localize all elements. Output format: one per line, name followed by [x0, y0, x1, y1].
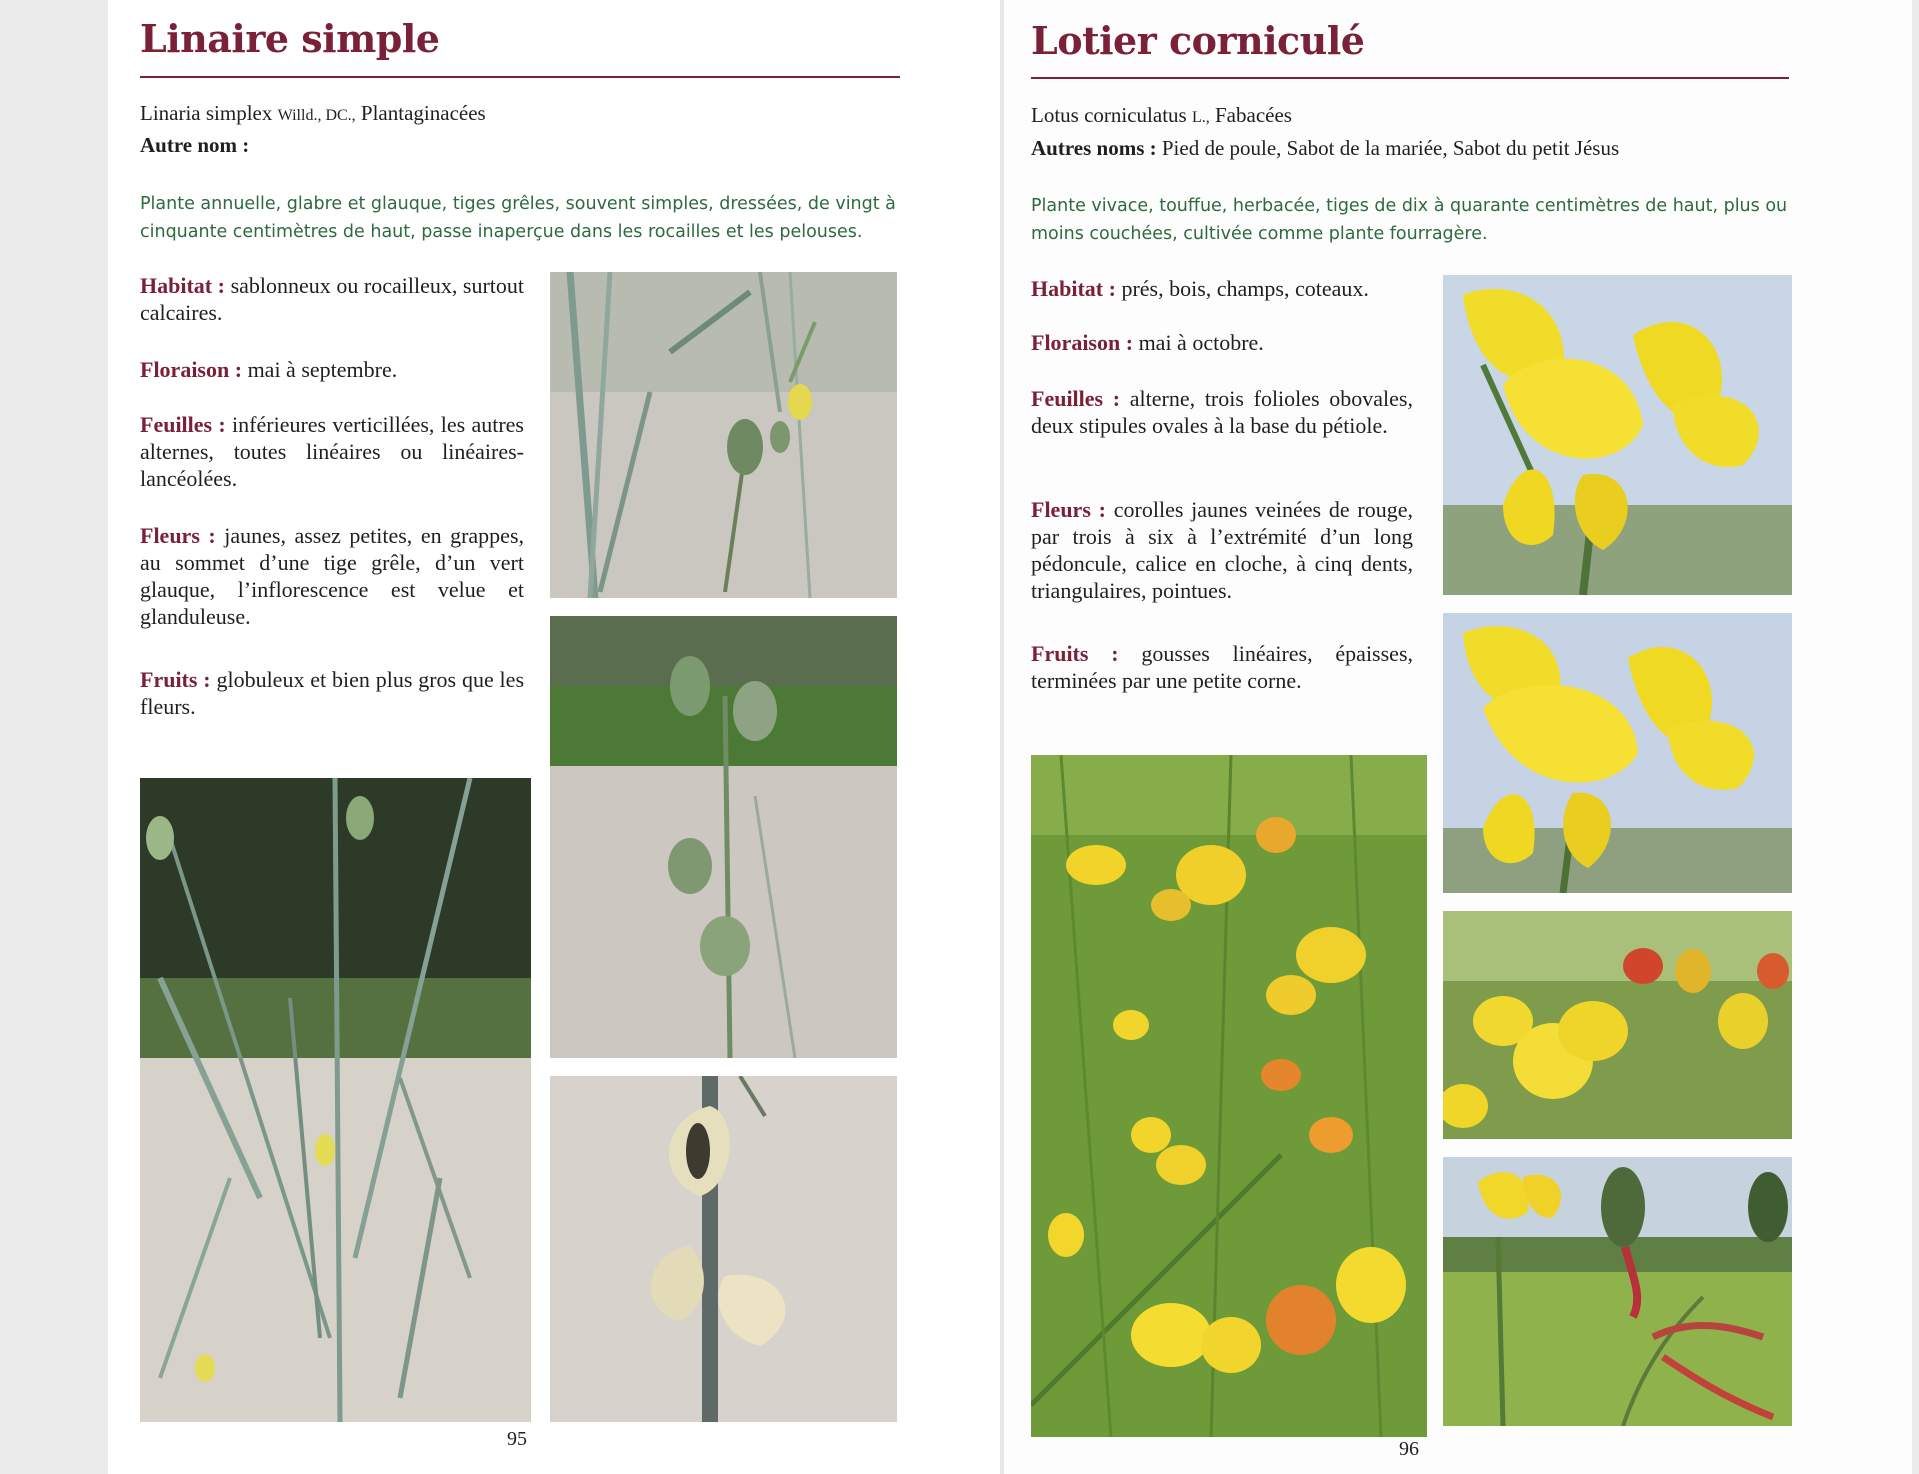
- title-rule: [140, 76, 900, 78]
- fleurs-text: corolles jaunes veinées de rouge, par trois à six à l’extrémité d’un long pédoncule, calice en cloche, à cinq dents, triangulaires, pointues.: [1031, 497, 1414, 603]
- habitat-paragraph: [140, 272, 524, 326]
- habitat-text: prés, bois, champs, coteaux.: [1121, 276, 1369, 301]
- title-rule: [1031, 77, 1789, 79]
- other-names-value: Pied de poule, Sabot de la mariée, Sabot du petit Jésus: [1161, 136, 1620, 160]
- page-number-left: 95: [507, 1428, 527, 1450]
- fleurs-label: Fleurs :: [1031, 497, 1106, 522]
- authority: L.,: [1191, 109, 1210, 126]
- scientific-name: Lotus corniculatus: [1031, 103, 1187, 127]
- feuilles-label: Feuilles :: [1031, 386, 1121, 411]
- intro-paragraph: Plante annuelle, glabre et glauque, tiges grêles, souvent simples, dressées, de vingt à cinquante centimètres de haut, passe inaperçue dans les rocailles et les pelouses.: [140, 194, 896, 242]
- intro-paragraph: Plante vivace, touffue, herbacée, tiges de dix à quarante centimètres de haut, plus ou moins couchées, cultivée comme plante fourragère.: [1031, 196, 1788, 244]
- linaria-photo-flower-closeup: [550, 272, 897, 598]
- other-names-label: Autres noms :: [1031, 136, 1157, 160]
- fruits-paragraph: [140, 666, 524, 720]
- habitat-label: Habitat :: [1031, 276, 1116, 301]
- page-title: Linaire simple: [140, 16, 440, 61]
- page-number-right: 96: [1399, 1438, 1419, 1460]
- family-name: Plantaginacées: [360, 101, 486, 125]
- floraison-paragraph: [1031, 329, 1413, 356]
- habitat-text: sablonneux ou rocailleux, surtout calcaires.: [140, 273, 524, 325]
- fruits-label: Fruits :: [140, 667, 211, 692]
- habitat-paragraph: [1031, 275, 1413, 302]
- fruits-text: gousses linéaires, épaisses, terminées par une petite corne.: [1031, 641, 1414, 693]
- feuilles-text: alterne, trois folioles obovales, deux stipules ovales à la base du pétiole.: [1031, 386, 1413, 438]
- floraison-text: mai à septembre.: [247, 357, 398, 382]
- fleurs-paragraph: [1031, 496, 1413, 604]
- linaria-photo-fruits: [550, 1076, 897, 1422]
- lotus-photo-flower-side: [1443, 613, 1792, 893]
- page-title: Lotier corniculé: [1031, 18, 1365, 63]
- family-name: Fabacées: [1215, 103, 1292, 127]
- lotus-photo-flower-closeup: [1443, 275, 1792, 595]
- fleurs-label: Fleurs :: [140, 523, 216, 548]
- linaria-photo-buds: [550, 616, 897, 1058]
- habitat-label: Habitat :: [140, 273, 225, 298]
- other-name-label: Autre nom :: [140, 133, 250, 157]
- fleurs-paragraph: [140, 522, 524, 630]
- authority: Willd., DC.,: [277, 107, 356, 124]
- feuilles-label: Feuilles :: [140, 412, 226, 437]
- page-gutter: [1000, 0, 1004, 1474]
- fruits-label: Fruits :: [1031, 641, 1119, 666]
- feuilles-paragraph: [140, 411, 524, 492]
- floraison-paragraph: [140, 356, 524, 383]
- scientific-name: Linaria simplex: [140, 101, 273, 125]
- scientific-name-line: [1031, 103, 1292, 128]
- floraison-text: mai à octobre.: [1138, 330, 1264, 355]
- other-name-line: [140, 133, 249, 158]
- lotus-photo-meadow: [1031, 755, 1427, 1437]
- fleurs-text: jaunes, assez petites, en grappes, au sommet d’une tige grêle, d’un vert glauque, l’inflorescence est velue et glanduleuse.: [140, 523, 525, 629]
- floraison-label: Floraison :: [1031, 330, 1134, 355]
- feuilles-text: inférieures verticillées, les autres alternes, toutes linéaires ou linéaires-lancéolées.: [140, 412, 524, 491]
- lotus-photo-seed-pods: [1443, 1157, 1792, 1426]
- floraison-label: Floraison :: [140, 357, 243, 382]
- other-names-line: [1031, 136, 1619, 161]
- fruits-paragraph: [1031, 640, 1413, 694]
- scientific-name-line: [140, 101, 486, 126]
- linaria-photo-whole-plant: [140, 778, 531, 1422]
- feuilles-paragraph: [1031, 385, 1413, 439]
- fruits-text: globuleux et bien plus gros que les fleurs.: [140, 667, 524, 719]
- lotus-photo-flower-cluster: [1443, 911, 1792, 1139]
